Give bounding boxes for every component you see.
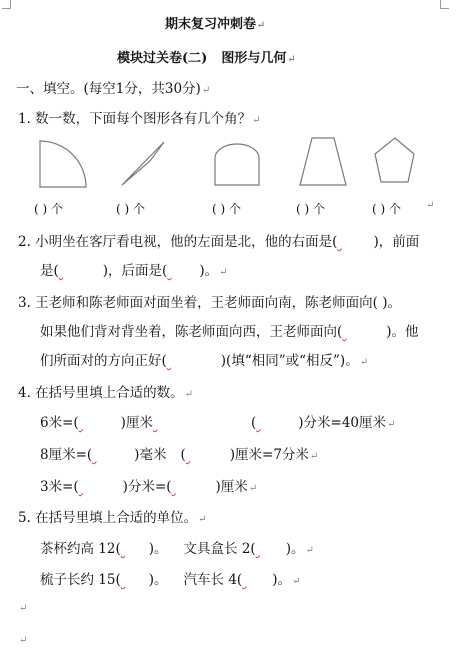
trapezoid-shape <box>300 138 346 185</box>
page-subtitle: 模块过关卷(二) 图形与几何↵ <box>117 51 296 66</box>
page-corner-mark <box>2 0 11 9</box>
shape-2-answer[interactable]: ( ) 个 <box>116 202 145 216</box>
question-5-row-2: 梳子长约 15( )。 汽车长 4( )。↵ <box>40 572 301 588</box>
question-5-row-1: 茶杯约高 12( )。 文具盒长 2( )。↵ <box>40 541 314 557</box>
quarter-circle-shape <box>40 141 86 187</box>
question-5: 5. 在括号里填上合适的单位。↵ <box>18 510 207 526</box>
empty-paragraph-mark: ↵ <box>19 603 28 614</box>
page-title: 期末复习冲刺卷↵ <box>165 17 266 32</box>
question-4-row-2: 8厘米=( )毫米 ( )厘米=7分米↵ <box>40 447 319 463</box>
section-heading: 一、填空。(每空1分，共30分)↵ <box>16 81 211 97</box>
arch-shape <box>215 144 259 185</box>
question-3-line-3: 们所面对的方向正好( )(填“相同”或“相反”)。↵ <box>40 353 369 369</box>
question-2-line-2: 是( )，后面是( )。↵ <box>40 263 228 279</box>
shapes-figure <box>0 132 460 194</box>
empty-paragraph-mark: ↵ <box>19 635 28 646</box>
question-3-line-1: 3. 王老师和陈老师面对面坐着，王老师面向南，陈老师面向( )。 <box>18 295 401 311</box>
shape-1-answer[interactable]: ( ) 个 <box>34 202 63 216</box>
shape-5-answer[interactable]: ( ) 个 <box>372 202 401 216</box>
paragraph-mark: ↵ <box>426 200 435 211</box>
page-corner-mark <box>440 0 449 9</box>
question-4: 4. 在括号里填上合适的数。↵ <box>18 385 194 401</box>
pentagon-shape <box>375 138 414 182</box>
question-1: 1. 数一数，下面每个图形各有几个角？↵ <box>18 111 261 127</box>
question-4-row-1: 6米=( )厘米 ( )分米=40厘米↵ <box>40 415 396 431</box>
shape-3-answer[interactable]: ( ) 个 <box>212 202 241 216</box>
triangle-shape <box>122 142 164 185</box>
question-2-line-1: 2. 小明坐在客厅看电视，他的左面是北，他的右面是( )，前面 <box>18 234 420 250</box>
shape-4-answer[interactable]: ( ) 个 <box>296 202 325 216</box>
question-4-row-3: 3米=( )分米=( )厘米↵ <box>40 479 258 495</box>
question-3-line-2: 如果他们背对背坐着，陈老师面向西，王老师面向( )。他 <box>40 324 419 340</box>
